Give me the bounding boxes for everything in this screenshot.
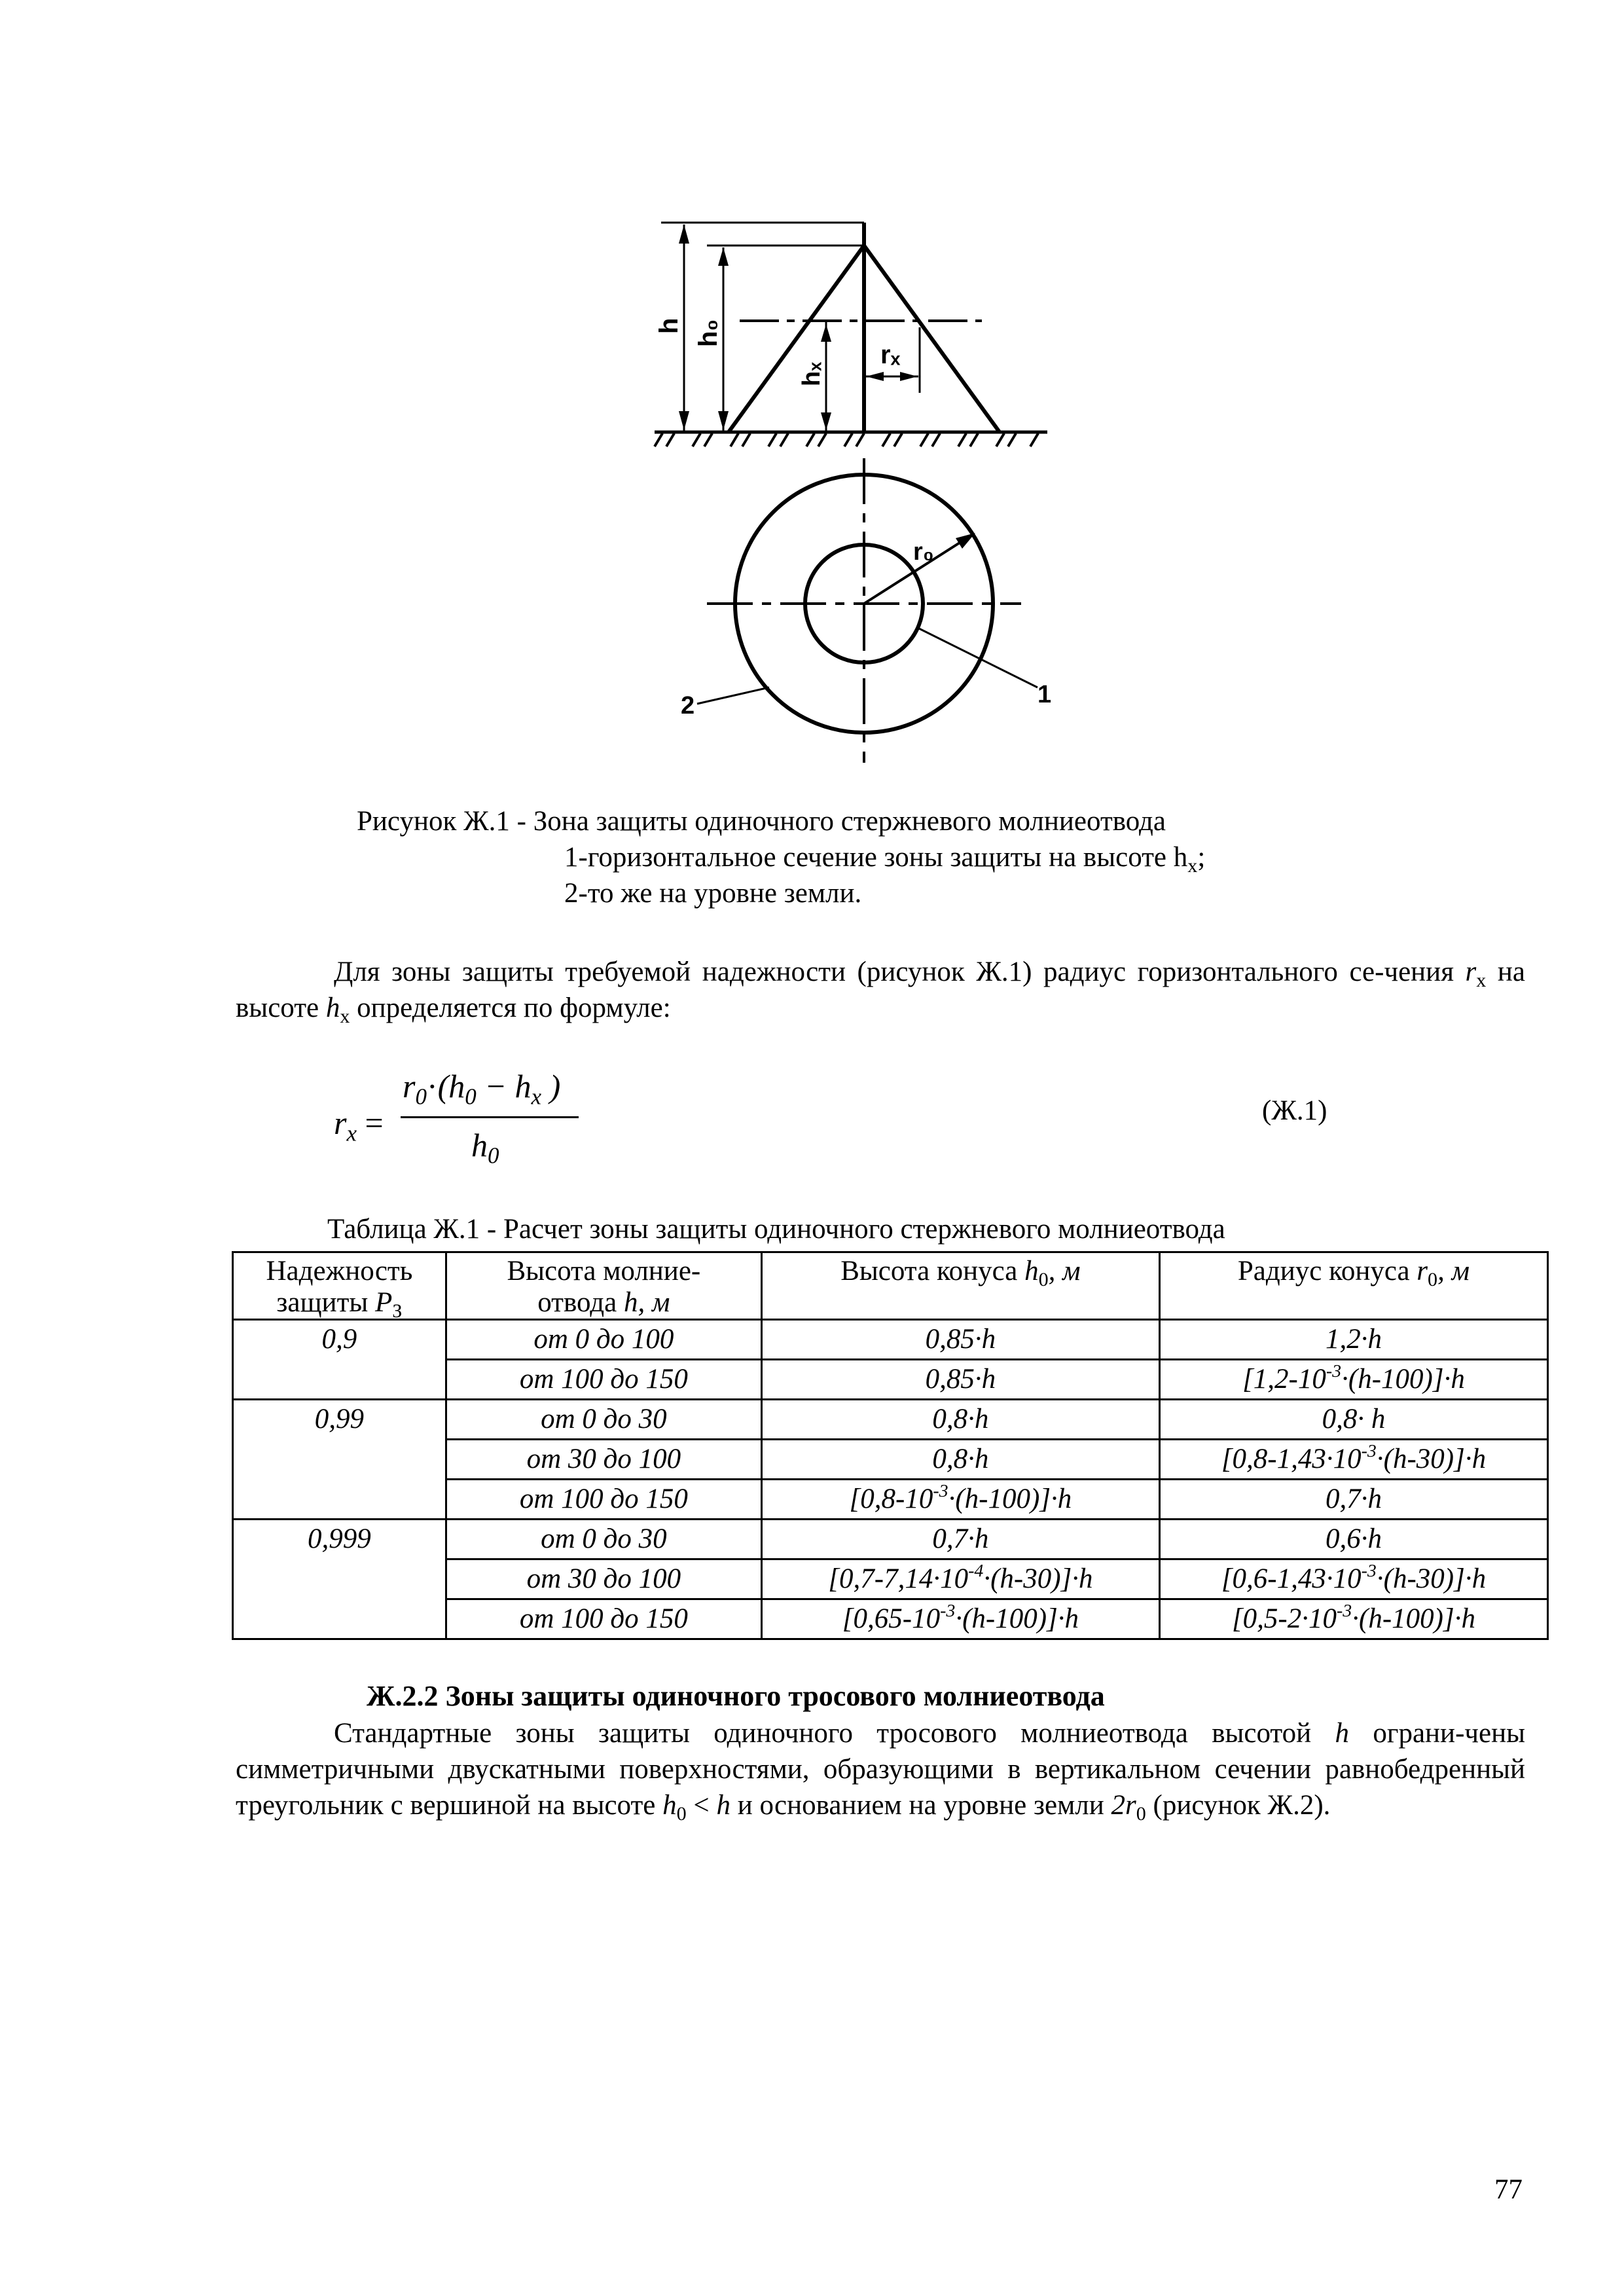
fraction-bar (401, 1116, 579, 1118)
header-cone-radius: Радиус конуса $r_0$, м (1159, 1252, 1547, 1320)
h0-cell: 0,85·h (761, 1360, 1159, 1400)
label-h0: h₀ (694, 319, 723, 347)
h0-cell: 0,7·h (761, 1520, 1159, 1559)
h0-cell: $[0,8-10^{-3}\cdot(h-100)]\cdot h$ (761, 1480, 1159, 1520)
height-cell: от 30 до 100 (446, 1559, 761, 1599)
h0-cell: 0,8·h (761, 1440, 1159, 1480)
formula-numerator: $r_0\cdot(h_0 - h_x$ ) (403, 1068, 561, 1110)
height-cell: от 0 до 30 (446, 1520, 761, 1559)
protection-zone-figure (0, 0, 1624, 799)
label-hx: hₓ (798, 361, 825, 386)
figure-caption-line-1: Рисунок Ж.1 - Зона защиты одиночного стержневого молниеотвода (357, 806, 1166, 837)
height-cell: от 30 до 100 (446, 1440, 761, 1480)
height-cell: от 100 до 150 (446, 1360, 761, 1400)
r0-cell: 0,6·h (1159, 1520, 1547, 1559)
figure-caption-line-2: 1-горизонтальное сечение зоны защиты на высоте $h_x$; (564, 842, 1206, 877)
table-row (233, 1320, 1548, 1360)
marker-1: 1 (1038, 681, 1052, 708)
leader-1 (916, 627, 1038, 687)
r0-cell: $[0,6-1,43\cdot 10^{-3}\cdot(h-30)]\cdot h$ (1159, 1559, 1547, 1599)
section-paragraph: Стандартные зоны защиты одиночного тросового молниеотвода высотой h ограни-чены симметричными двускатными поверхностями, образующими в вертикальном сечении равнобедренный треугольник с вершиной на высоте $h_0 < h$ и основанием на уровне земли $2r_0$ (рисунок Ж.2). (236, 1718, 1525, 1825)
header-cone-height: Высота конуса $h_0$, м (761, 1252, 1159, 1320)
h0-cell: $[0,65-10^{-3}\cdot(h-100)]\cdot h$ (761, 1599, 1159, 1639)
formula-number: (Ж.1) (1262, 1095, 1327, 1126)
reliability-cell: 0,999 (233, 1520, 446, 1639)
header-reliability: Надежность защиты $P_З$ (233, 1252, 446, 1320)
height-cell: от 0 до 30 (446, 1400, 761, 1440)
reliability-cell: 0,9 (233, 1320, 446, 1400)
h0-cell: $[0,7-7,14\cdot 10^{-4}\cdot(h-30)]\cdot h$ (761, 1559, 1159, 1599)
reliability-cell: 0,99 (233, 1400, 446, 1520)
r0-cell: $[0,8-1,43\cdot 10^{-3}\cdot(h-30)]\cdot h$ (1159, 1440, 1547, 1480)
marker-2: 2 (681, 692, 695, 720)
label-rx: rₓ (880, 340, 901, 369)
page-number: 77 (1494, 2174, 1523, 2205)
figure-caption-line-3: 2-то же на уровне земли. (564, 878, 862, 909)
formula-denominator: $h_0$ (471, 1127, 499, 1169)
height-cell: от 100 до 150 (446, 1480, 761, 1520)
label-h: h (655, 318, 683, 334)
leader-2 (697, 687, 769, 704)
protection-zone-table (232, 1251, 1549, 1640)
r0-cell: 0,7·h (1159, 1480, 1547, 1520)
table-row (233, 1520, 1548, 1559)
r0-cell: 0,8· h (1159, 1400, 1547, 1440)
height-cell: от 0 до 100 (446, 1320, 761, 1360)
r0-cell: $[0,5-2\cdot 10^{-3}\cdot(h-100)]\cdot h$ (1159, 1599, 1547, 1639)
label-r0: r₀ (913, 538, 934, 566)
ground-hatching (655, 433, 1038, 446)
h0-cell: 0,85·h (761, 1320, 1159, 1360)
header-rod-height: Высота молние- отвода h, м (446, 1252, 761, 1320)
table-header-row (233, 1252, 1548, 1320)
table-title: Таблица Ж.1 - Расчет зоны защиты одиночного стержневого молниеотвода (327, 1214, 1225, 1245)
section-title: Ж.2.2 Зоны защиты одиночного тросового молниеотвода (367, 1680, 1105, 1712)
r0-cell: 1,2·h (1159, 1320, 1547, 1360)
table-row (233, 1400, 1548, 1440)
h0-cell: 0,8·h (761, 1400, 1159, 1440)
r0-cell: $[1,2-10^{-3}\cdot(h-100)]\cdot h$ (1159, 1360, 1547, 1400)
intro-paragraph: Для зоны защиты требуемой надежности (рисунок Ж.1) радиус горизонтального се-чения $r_x$ на высоте $h_x$ определяется по формуле: (236, 957, 1525, 1028)
formula-lhs: $r_x$ = (334, 1104, 384, 1146)
height-cell: от 100 до 150 (446, 1599, 761, 1639)
